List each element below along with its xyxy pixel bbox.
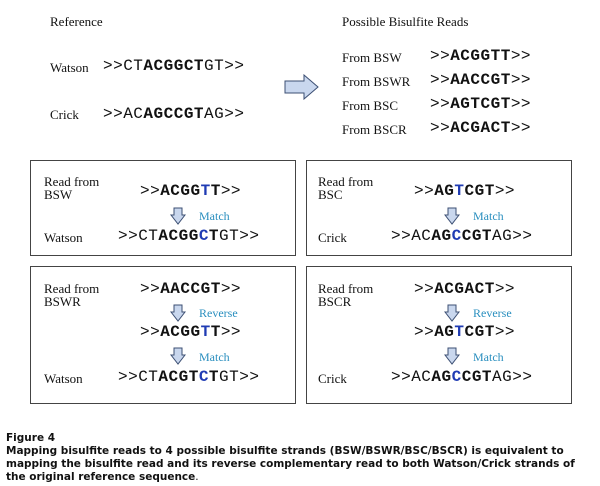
aligned-bases: AG <box>434 182 455 200</box>
panel-bsw-match-note: Match <box>199 209 230 223</box>
converted-base: T <box>454 182 465 200</box>
panel-bsc-read-seq <box>414 182 515 200</box>
sequence-flank: >> <box>494 323 516 341</box>
sequence-flank: >> <box>430 47 451 65</box>
sequence-flank: >> <box>140 323 161 341</box>
panel-bscr-ref-label: Crick <box>318 371 347 386</box>
aligned-bases: ACGACT <box>434 280 495 298</box>
caption-period: . <box>195 471 199 483</box>
reference-header: Reference <box>50 14 103 29</box>
down-arrow-icon <box>170 347 186 365</box>
aligned-bases: AG <box>431 227 452 245</box>
sequence-flank: >> <box>510 47 532 65</box>
aligned-bases: T <box>208 227 220 245</box>
aligned-bases: ACGG <box>158 227 199 245</box>
aligned-bases: AGTCGT <box>450 95 511 113</box>
sequence-flank: GT>> <box>219 368 260 386</box>
aligned-bases: ACGACT <box>450 119 511 137</box>
sequence-flank: >> <box>220 182 242 200</box>
down-arrow-icon <box>444 347 460 365</box>
watson-sequence <box>103 57 244 75</box>
aligned-bases: AG <box>434 323 455 341</box>
panel-bsw-ref-label: Watson <box>44 230 83 245</box>
aligned-bases: CGT <box>461 227 493 245</box>
strand-name: BSW <box>44 187 73 202</box>
panel-bscr-reverse-note: Reverse <box>473 306 512 320</box>
strand-name: BSC <box>318 187 343 202</box>
panel-bscr-read-seq <box>414 280 515 298</box>
sequence-flank: >> <box>140 182 161 200</box>
sequence-flank: >> <box>494 280 516 298</box>
aligned-bases: ACGT <box>158 368 199 386</box>
sequence-flank: AG>> <box>492 368 533 386</box>
read-label-bscr: From BSCR <box>342 122 407 137</box>
aligned-bases: CGT <box>464 323 495 341</box>
sequence-flank: >> <box>220 323 242 341</box>
strand-name: BSWR <box>44 294 81 309</box>
sequence-flank: >>CT <box>103 57 144 75</box>
sequence-flank: >> <box>220 280 242 298</box>
sequence-flank: >> <box>510 95 532 113</box>
sequence-flank: >> <box>510 119 532 137</box>
aligned-bases: T <box>210 182 221 200</box>
sequence-flank: >>AC <box>391 227 432 245</box>
panel-bsc-match-note: Match <box>473 209 504 223</box>
figure-caption <box>6 432 590 484</box>
panel-bsw-read-label <box>44 175 99 201</box>
read-seq-bswr <box>430 71 531 89</box>
read-from-text: Read from <box>44 174 100 189</box>
possible-reads-header: Possible Bisulfite Reads <box>342 14 469 29</box>
read-seq-bscr <box>430 119 531 137</box>
converted-base: C <box>451 227 462 245</box>
read-from-text: Read from <box>318 174 374 189</box>
aligned-bases: ACGGCT <box>143 57 205 75</box>
read-label-bsc: From BSC <box>342 98 398 113</box>
caption-text: Mapping bisulfite reads to 4 possible bisulfite strands (BSW/BSWR/BSC/BSCR) is equivalent to mapping the bisulfite read and its reverse complementary read to both Watson/Crick strands of the original reference sequence <box>6 445 575 483</box>
panel-bscr-match-note: Match <box>473 350 504 364</box>
sequence-flank: >> <box>414 182 435 200</box>
aligned-bases: T <box>210 323 221 341</box>
read-from-text: Read from <box>44 281 100 296</box>
panel-bsc-ref-label: Crick <box>318 230 347 245</box>
panel-bswr-reverse-note: Reverse <box>199 306 238 320</box>
sequence-flank: >> <box>414 323 435 341</box>
read-label-bsw: From BSW <box>342 50 402 65</box>
aligned-bases: CGT <box>464 182 495 200</box>
aligned-bases: AGCCGT <box>143 105 205 123</box>
panel-bsw-ref-seq <box>118 227 259 245</box>
converted-base: T <box>200 182 211 200</box>
panel-bswr-ref-label: Watson <box>44 371 83 386</box>
panel-bsc-read-label <box>318 175 373 201</box>
figure-number: Figure 4 <box>6 432 56 444</box>
panel-bswr-read-label <box>44 282 99 308</box>
sequence-flank: >> <box>430 71 451 89</box>
aligned-bases: ACGG <box>160 323 201 341</box>
panel-bswr-ref-seq <box>118 368 259 386</box>
panel-bsw-read-seq <box>140 182 241 200</box>
watson-label: Watson <box>50 60 89 75</box>
aligned-bases: AG <box>431 368 452 386</box>
sequence-flank: >>AC <box>103 105 144 123</box>
converted-base: C <box>451 368 462 386</box>
sequence-flank: GT>> <box>204 57 245 75</box>
converted-base: T <box>454 323 465 341</box>
panel-bscr-read-label <box>318 282 373 308</box>
panel-bswr-read-seq <box>140 280 241 298</box>
sequence-flank: >>CT <box>118 368 159 386</box>
sequence-flank: GT>> <box>219 227 260 245</box>
aligned-bases: T <box>208 368 220 386</box>
sequence-flank: AG>> <box>204 105 245 123</box>
read-seq-bsc <box>430 95 531 113</box>
sequence-flank: AG>> <box>492 227 533 245</box>
converted-base: T <box>200 323 211 341</box>
down-arrow-icon <box>444 207 460 225</box>
sequence-flank: >> <box>430 119 451 137</box>
sequence-flank: >> <box>510 71 532 89</box>
sequence-flank: >> <box>140 280 161 298</box>
panel-bscr-ref-seq <box>391 368 532 386</box>
aligned-bases: CGT <box>461 368 493 386</box>
crick-label: Crick <box>50 107 79 122</box>
down-arrow-icon <box>170 304 186 322</box>
panel-bscr-reverse-seq <box>414 323 515 341</box>
read-seq-bsw <box>430 47 531 65</box>
aligned-bases: AACCGT <box>160 280 221 298</box>
converted-base: C <box>198 227 209 245</box>
sequence-flank: >> <box>430 95 451 113</box>
sequence-flank: >>AC <box>391 368 432 386</box>
right-arrow-icon <box>284 74 320 100</box>
down-arrow-icon <box>170 207 186 225</box>
panel-bswr-match-note: Match <box>199 350 230 364</box>
sequence-flank: >> <box>414 280 435 298</box>
read-from-text: Read from <box>318 281 374 296</box>
read-label-bswr: From BSWR <box>342 74 411 89</box>
aligned-bases: ACGGTT <box>450 47 511 65</box>
aligned-bases: ACGG <box>160 182 201 200</box>
down-arrow-icon <box>444 304 460 322</box>
crick-sequence <box>103 105 244 123</box>
converted-base: C <box>198 368 209 386</box>
sequence-flank: >>CT <box>118 227 159 245</box>
panel-bswr-reverse-seq <box>140 323 241 341</box>
strand-name: BSCR <box>318 294 352 309</box>
sequence-flank: >> <box>494 182 516 200</box>
aligned-bases: AACCGT <box>450 71 511 89</box>
panel-bsc-ref-seq <box>391 227 532 245</box>
